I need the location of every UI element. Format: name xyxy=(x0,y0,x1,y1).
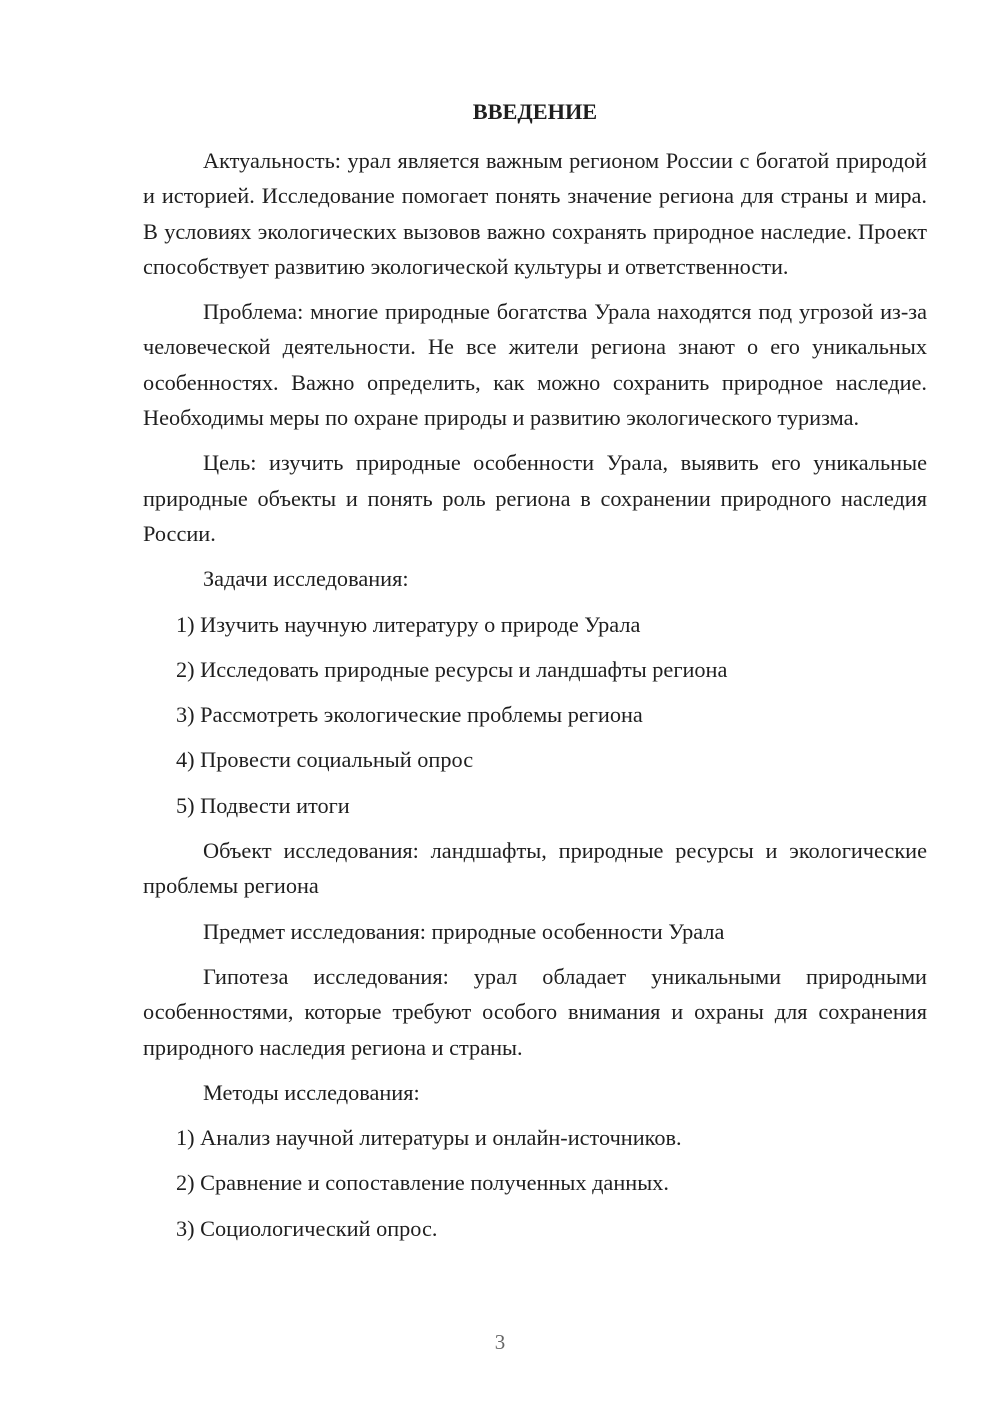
tasks-list xyxy=(143,607,927,823)
method-item: 1) Анализ научной литературы и онлайн-источников. xyxy=(176,1125,682,1151)
method-item: 3) Социологический опрос. xyxy=(176,1215,438,1241)
task-item: 4) Провести социальный опрос xyxy=(176,747,474,773)
task-item: 5) Подвести итоги xyxy=(176,792,350,818)
page-title: ВВЕДЕНИЕ xyxy=(472,99,598,124)
page-number: 3 xyxy=(494,1330,506,1354)
relevance-paragraph: Актуальность: урал является важным регионом России с богатой природой и историей. Исследование помогает понять значение региона для страны и мира. В условиях экологических вызовов важно сохранять природное наследие. Проект способствует развитию экологической культуры и ответственности. xyxy=(143,148,927,279)
task-item: 1) Изучить научную литературу о природе Урала xyxy=(176,611,641,637)
methods-list xyxy=(143,1120,927,1246)
task-item: 3) Рассмотреть экологические проблемы региона xyxy=(176,702,643,728)
hypothesis-paragraph: Гипотеза исследования: урал обладает уникальными природными особенностями, которые требуют особого внимания и охраны для сохранения природного наследия региона и страны. xyxy=(143,963,927,1060)
subject-paragraph: Предмет исследования: природные особенности Урала xyxy=(203,918,725,944)
object-paragraph: Объект исследования: ландшафты, природные ресурсы и экологические проблемы региона xyxy=(143,838,927,899)
methods-heading: Методы исследования: xyxy=(203,1079,420,1105)
problem-paragraph: Проблема: многие природные богатства Урала находятся под угрозой из-за человеческой деятельности. Не все жители региона знают о его уникальных особенностях. Важно определить, как можно сохранить природное наследие. Необходимы меры по охране природы и развитию экологического туризма. xyxy=(143,299,927,431)
task-item: 2) Исследовать природные ресурсы и ландшафты региона xyxy=(176,656,728,682)
goal-paragraph: Цель: изучить природные особенности Урала, выявить его уникальные природные объекты и понять роль региона в сохранении природного наследия России. xyxy=(143,450,927,546)
method-item: 2) Сравнение и сопоставление полученных данных. xyxy=(176,1170,669,1196)
tasks-heading: Задачи исследования: xyxy=(203,566,409,592)
